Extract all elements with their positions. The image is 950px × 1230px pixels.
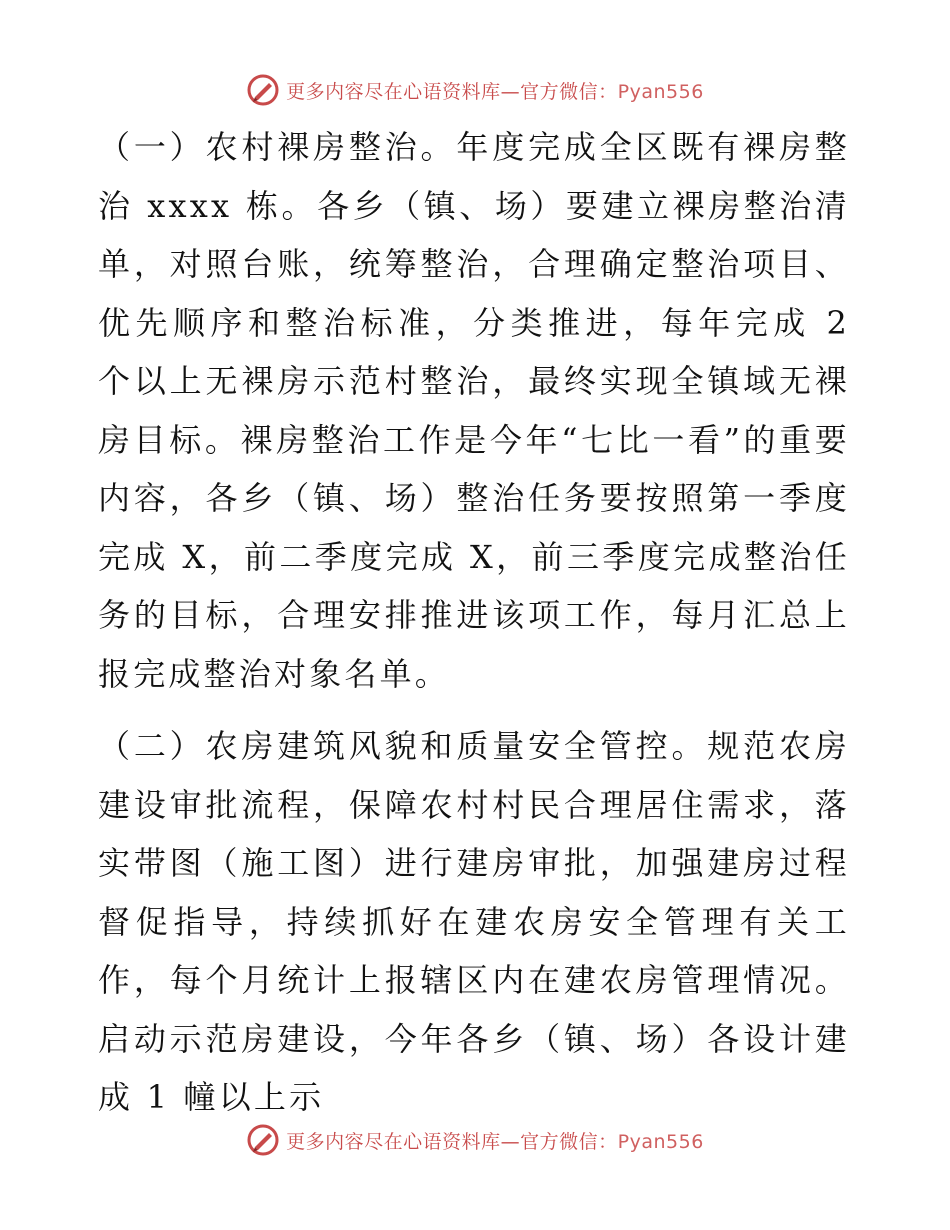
watermark-logo-icon	[246, 1123, 280, 1157]
header-watermark	[0, 70, 950, 110]
footer-watermark	[0, 1120, 950, 1160]
paragraph-rural-bare-house: （一）农村裸房整治。年度完成全区既有裸房整治 xxxx 栋。各乡（镇、场）要建立裸房整治清单，对照台账，统筹整治，合理确定整治项目、优先顺序和整治标准，分类推进，每年完成 2 个以上无裸房示范村整治，最终实现全镇域无裸房目标。裸房整治工作是今年“七比一看”的重要内容，各乡（镇、场）整治任务要按照第一季度完成 X，前二季度完成 X，前三季度完成整治任务的目标，合理安排推进该项工作，每月汇总上报完成整治对象名单。	[98, 128, 850, 693]
document-body	[98, 118, 850, 1127]
watermark-text: 更多内容尽在心语资料库—官方微信：Pyan556	[286, 80, 704, 103]
watermark-wechat-id: Pyan556	[617, 1130, 704, 1153]
paragraph-rural-house-control: （二）农房建筑风貌和质量安全管控。规范农房建设审批流程，保障农村村民合理居住需求，落实带图（施工图）进行建房审批，加强建房过程督促指导，持续抓好在建农房安全管理有关工作，每个月统计上报辖区内在建农房管理情况。启动示范房建设，今年各乡（镇、场）各设计建成 1 幢以上示	[98, 727, 850, 1116]
watermark-wechat-id: Pyan556	[617, 80, 704, 103]
watermark-logo-icon	[246, 73, 280, 107]
watermark-text: 更多内容尽在心语资料库—官方微信：Pyan556	[286, 1130, 704, 1153]
